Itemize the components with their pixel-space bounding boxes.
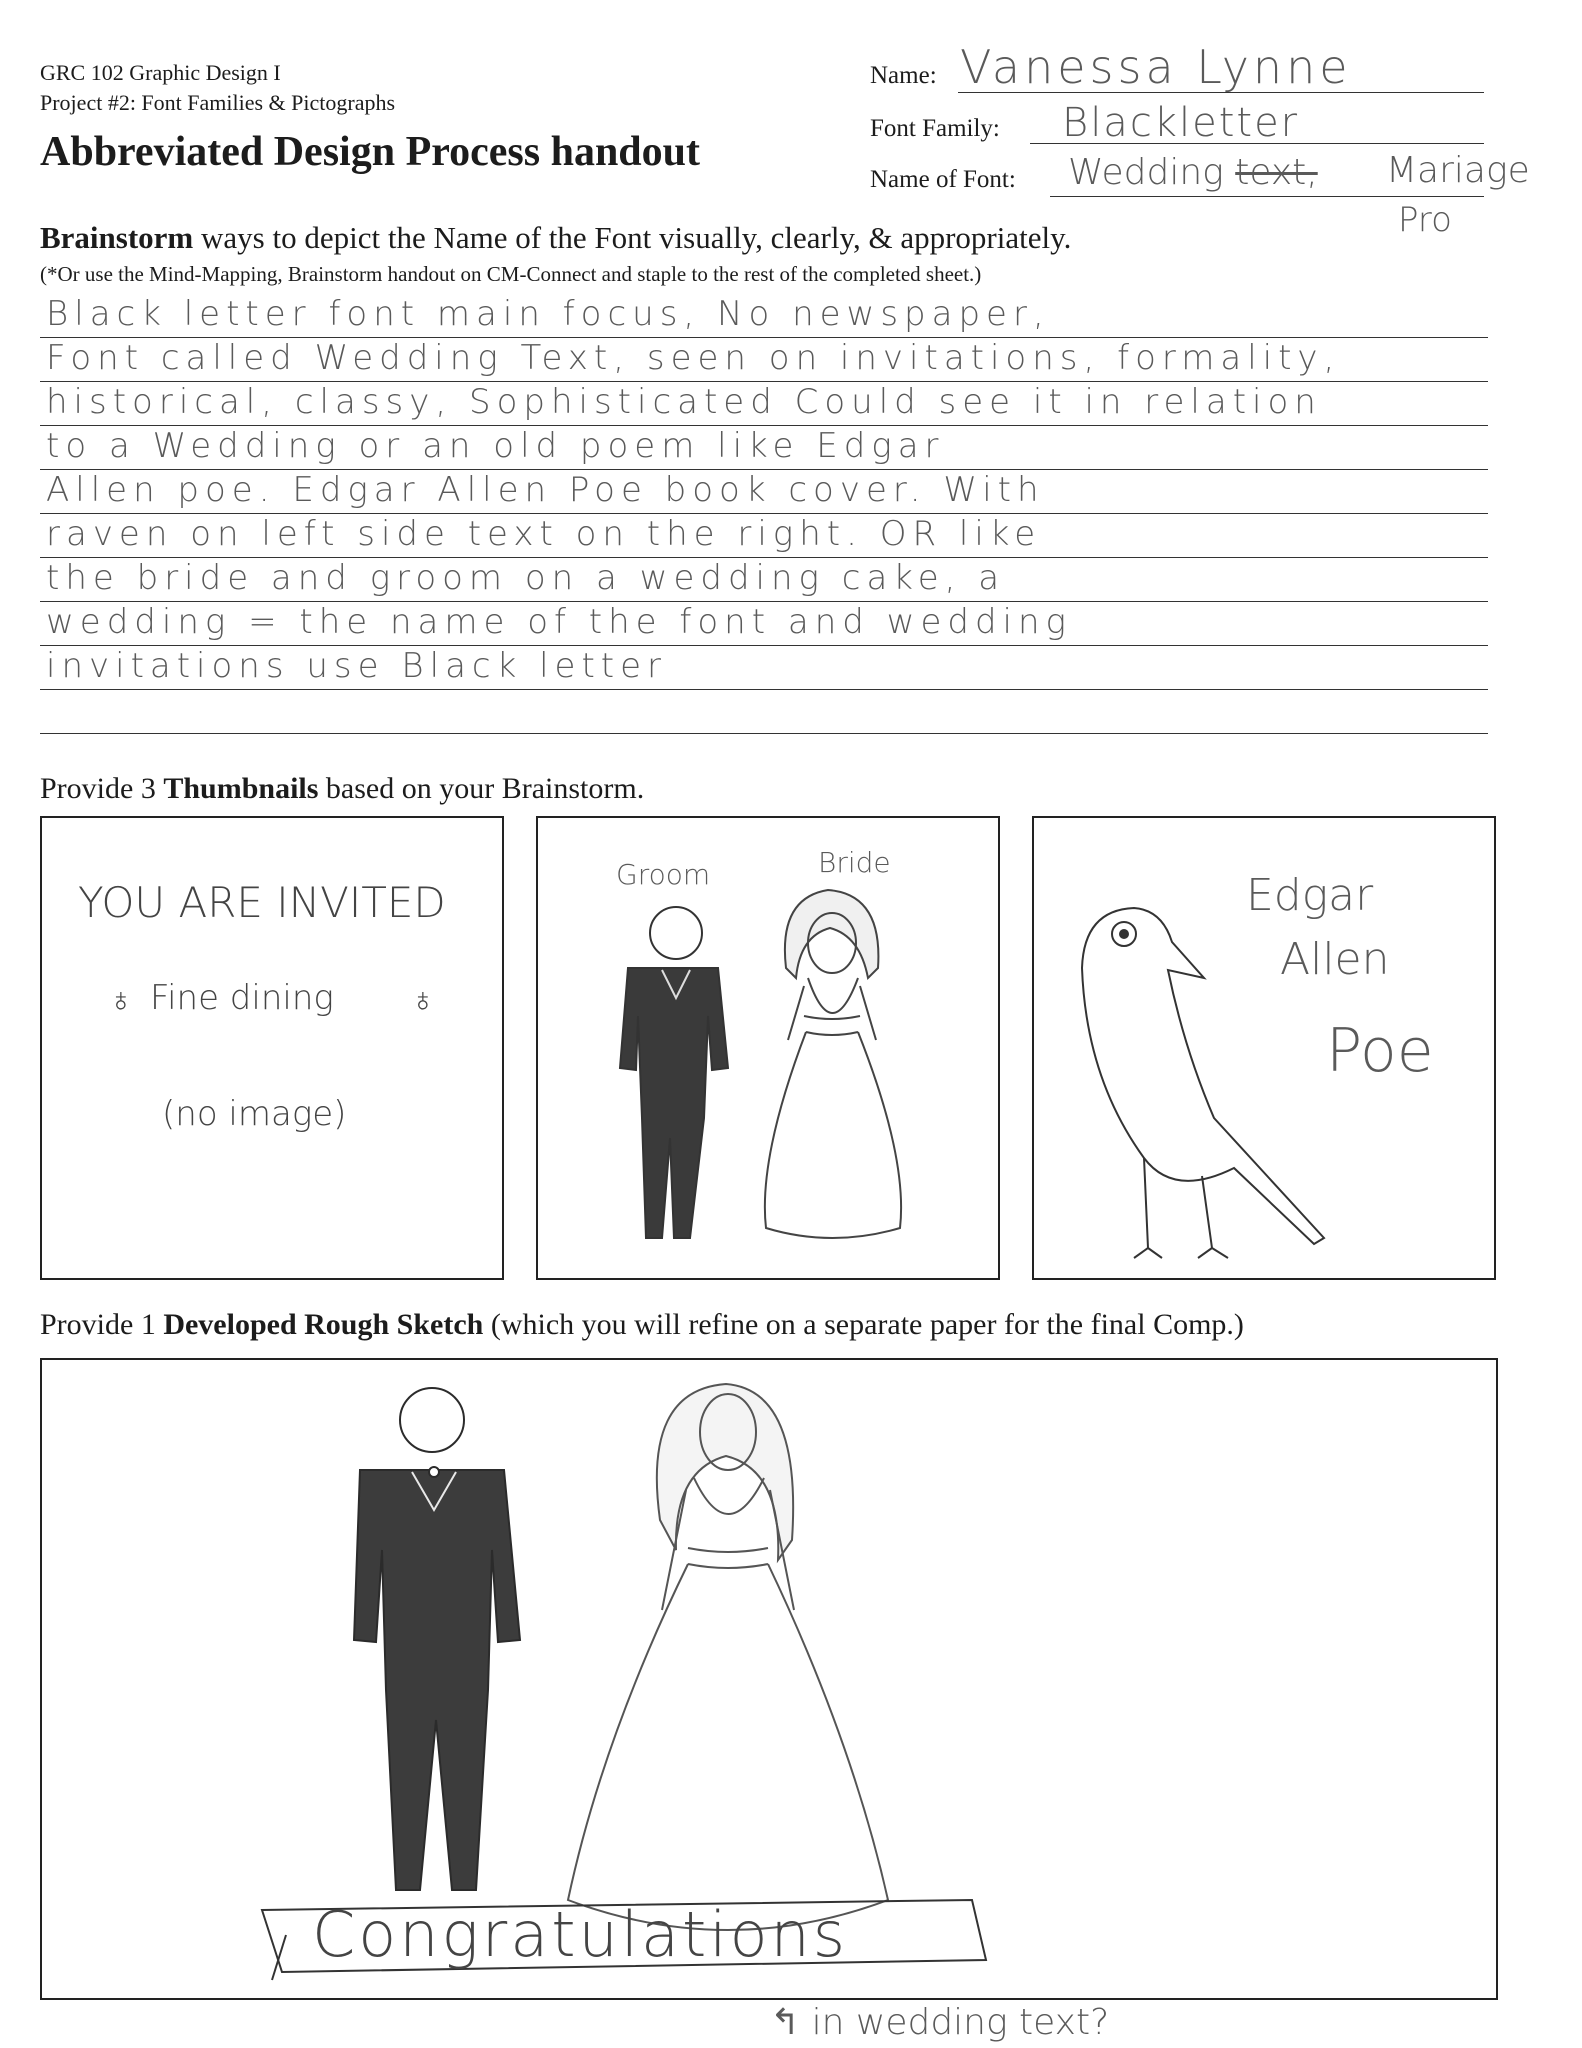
- brainstorm-line-2: Font called Wedding Text, seen on invitations, formality,: [46, 338, 1341, 378]
- bride-figure: [765, 890, 901, 1238]
- brainstorm-line-3: historical, classy, Sophisticated Could see it in relation: [46, 382, 1322, 422]
- thumb2-groom-label: Groom: [616, 858, 711, 891]
- font-name-struck: text,: [1235, 152, 1318, 193]
- thumb3-edgar: Edgar: [1246, 870, 1374, 921]
- brainstorm-line-6: raven on left side text on the right. OR like: [46, 514, 1042, 554]
- rough-heading-pre: Provide 1: [40, 1308, 156, 1341]
- brainstorm-line-5: Allen poe. Edgar Allen Poe book cover. With: [46, 470, 1045, 510]
- brainstorm-line-7: the bride and groom on a wedding cake, a: [46, 558, 1006, 598]
- brainstorm-line-8: wedding = the name of the font and wedding: [46, 602, 1072, 642]
- rough-heading-bold: Developed Rough Sketch: [163, 1308, 484, 1341]
- font-name-main: Wedding: [1068, 152, 1224, 193]
- thumbnails-heading-bold: Thumbnails: [163, 772, 319, 805]
- font-name-value: [1068, 152, 1318, 193]
- font-family-label: Font Family:: [870, 115, 1000, 142]
- font-name-label: Name of Font:: [870, 166, 1016, 193]
- rough-heading-post: (which you will refine on a separate paper for the final Comp.): [490, 1308, 1244, 1341]
- font-family-value: Blackletter: [1062, 100, 1300, 146]
- groom-figure: [620, 907, 728, 1238]
- arrow-up-icon: ↰: [770, 2002, 801, 2043]
- thumbnail-3: [1032, 816, 1496, 1280]
- rough-heading: [40, 1308, 1244, 1342]
- brainstorm-heading: [40, 220, 1071, 256]
- thumb1-invited: YOU ARE INVITED: [78, 878, 446, 927]
- thumbnail-2: [536, 816, 1000, 1280]
- thumb2-bride-label: Bride: [818, 846, 891, 879]
- rough-sketch-box: [40, 1358, 1498, 2000]
- brainstorm-heading-bold: Brainstorm: [40, 220, 194, 255]
- thumb3-poe: Poe: [1326, 1016, 1434, 1086]
- thumb1-fine-dining: Fine dining: [150, 978, 334, 1018]
- name-value: Vanessa Lynne: [960, 40, 1352, 94]
- project-line: Project #2: Font Families & Pictographs: [40, 90, 396, 115]
- thumb3-allen: Allen: [1280, 934, 1390, 985]
- brainstorm-line-9: invitations use Black letter: [46, 646, 668, 686]
- thumbnail-1: [40, 816, 504, 1280]
- raven-drawing: [1034, 818, 1498, 1282]
- rough-note: [770, 2002, 1109, 2043]
- brainstorm-line-1: Black letter font main focus, No newspaper,: [46, 294, 1050, 334]
- font-name-alt: Mariage: [1386, 150, 1530, 191]
- thumbnails-heading-pre: Provide 3: [40, 772, 156, 805]
- brainstorm-line-4: to a Wedding or an old poem like Edgar: [46, 426, 945, 466]
- glass-icon-right: ♁: [410, 980, 436, 1020]
- font-name-underline: [1050, 196, 1484, 197]
- brainstorm-note: (*Or use the Mind-Mapping, Brainstorm handout on CM-Connect and staple to the rest of the completed sheet.): [40, 262, 982, 286]
- glass-icon-left: ♁: [108, 980, 134, 1020]
- font-name-alt2: Pro: [1398, 200, 1452, 240]
- brainstorm-heading-rest: ways to depict the Name of the Font visually, clearly, & appropriately.: [201, 220, 1072, 255]
- page-title: Abbreviated Design Process handout: [40, 129, 701, 175]
- bride-figure-large: [568, 1384, 888, 1930]
- groom-figure-large: [354, 1388, 520, 1890]
- thumb2-drawing: [538, 818, 1002, 1282]
- banner-text: Congratulations: [312, 1898, 849, 1971]
- name-label: Name:: [870, 62, 937, 89]
- thumbnails-heading: [40, 772, 644, 806]
- ruled-line: [40, 733, 1488, 734]
- thumbnails-heading-post: based on your Brainstorm.: [325, 772, 645, 805]
- ruled-line: [40, 689, 1488, 690]
- rough-note-text: in wedding text?: [811, 2002, 1110, 2043]
- thumb1-no-image: (no image): [162, 1094, 347, 1134]
- course-line: GRC 102 Graphic Design I: [40, 60, 281, 85]
